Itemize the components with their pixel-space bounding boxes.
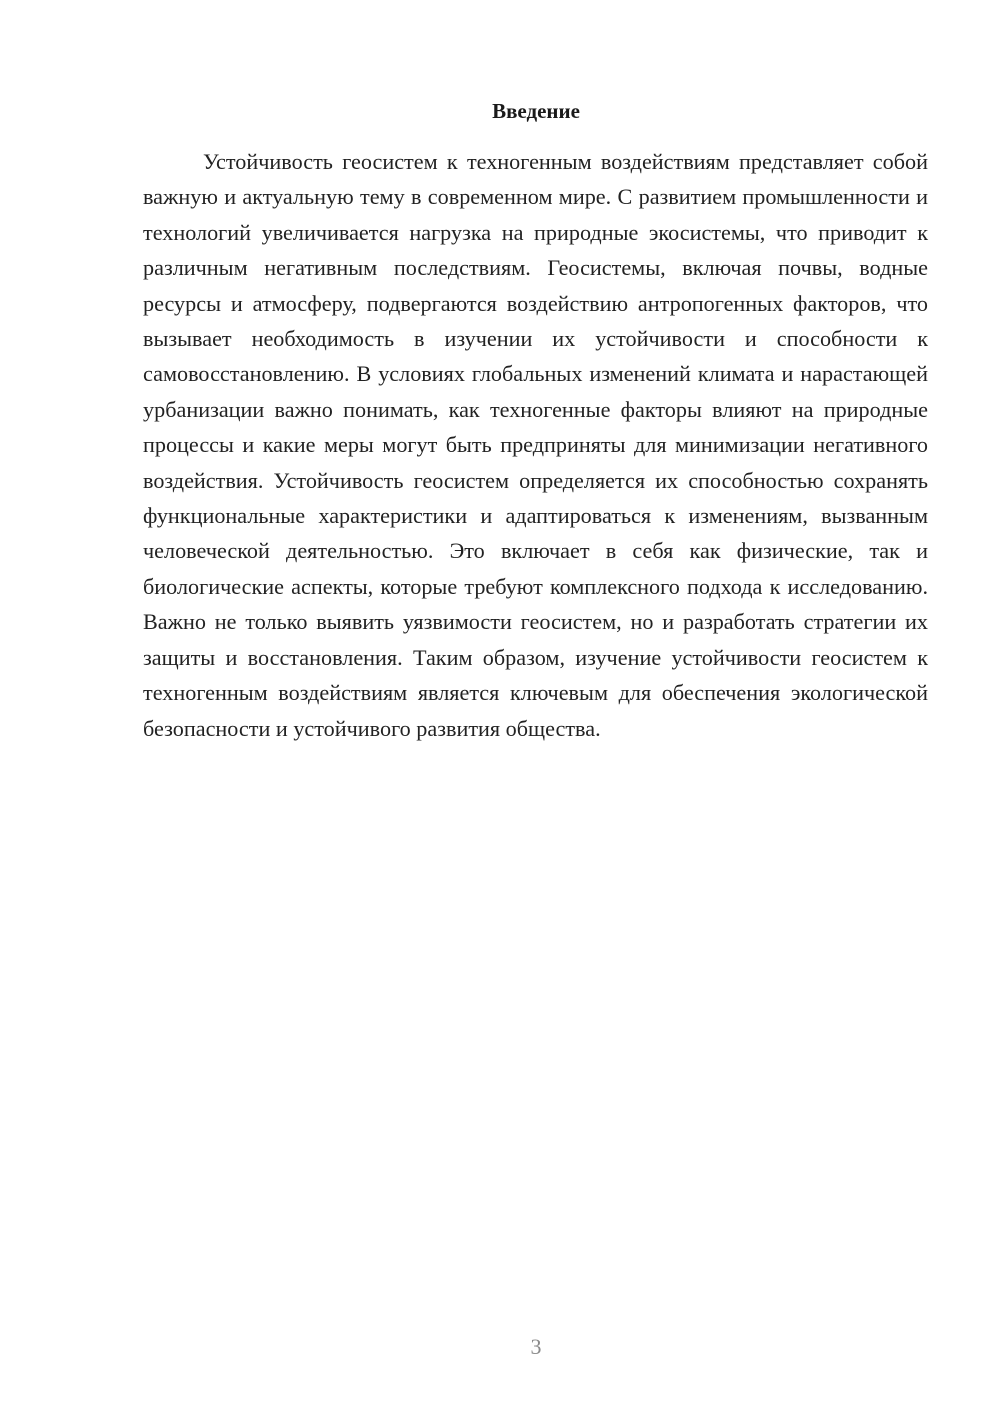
section-heading: Введение [492,99,580,123]
page-number: 3 [530,1334,542,1359]
body-paragraph: Устойчивость геосистем к техногенным воздействиям представляет собой важную и актуальную тему в современном мире. С развитием промышленности и технологий увеличивается нагрузка на природные экосистемы, что приводит к различным негативным последствиям. Геосистемы, включая почвы, водные ресурсы и атмосферу, подвергаются воздействию антропогенных факторов, что вызывает необходимость в изучении их устойчивости и способности к самовосстановлению. В условиях глобальных изменений климата и нарастающей урбанизации важно понимать, как техногенные факторы влияют на природные процессы и какие меры могут быть предприняты для минимизации негативного воздействия. Устойчивость геосистем определяется их способностью сохранять функциональные характеристики и адаптироваться к изменениям, вызванным человеческой деятельностью. Это включает в себя как физические, так и биологические аспекты, которые требуют комплексного подхода к исследованию. Важно не только выявить уязвимости геосистем, но и разработать стратегии их защиты и восстановления. Таким образом, изучение устойчивости геосистем к техногенным воздействиям является ключевым для обеспечения экологической безопасности и устойчивого развития общества. [143,149,928,741]
